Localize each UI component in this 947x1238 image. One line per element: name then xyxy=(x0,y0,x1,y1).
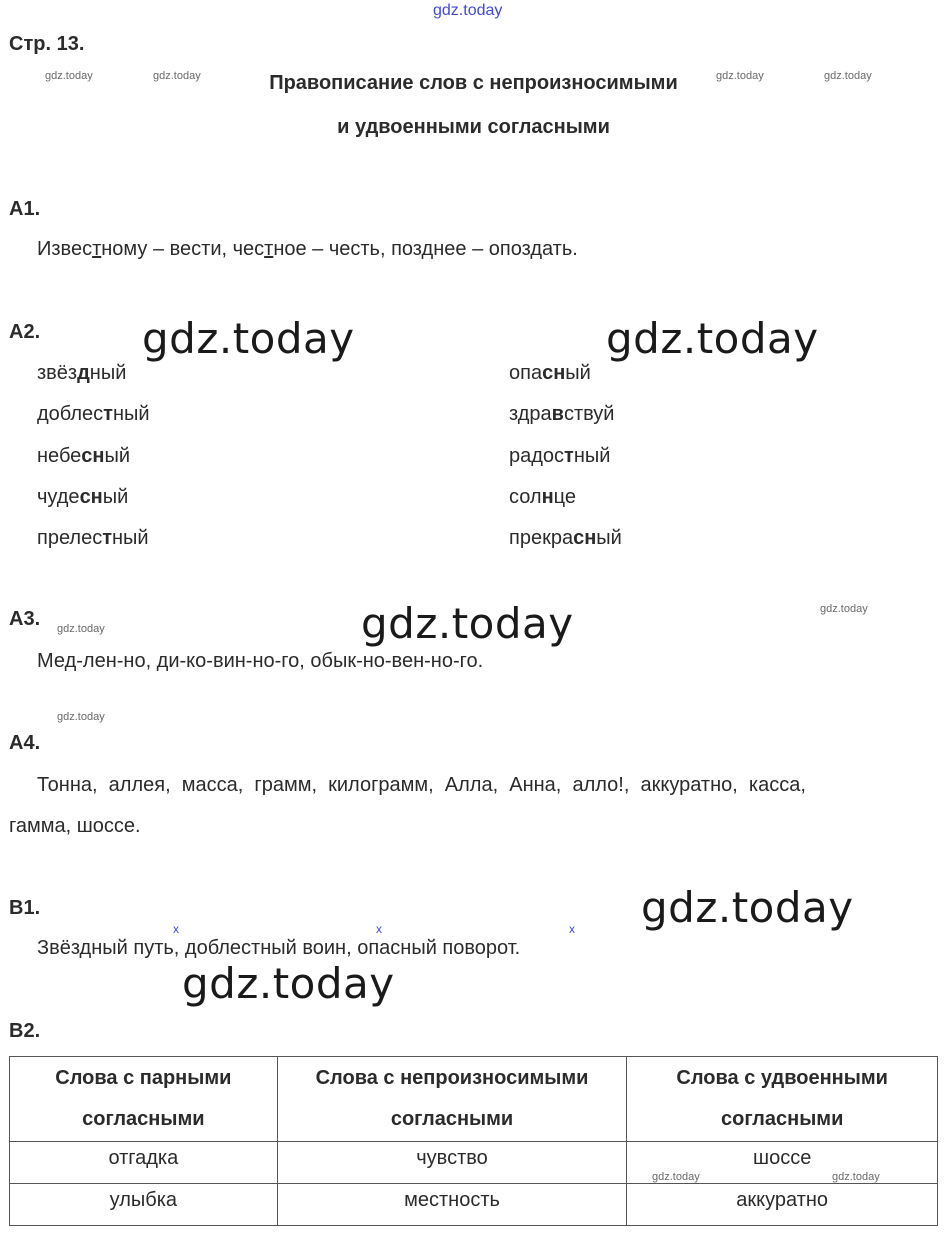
watermark-small: gdz.today xyxy=(820,603,868,615)
a2-word-left-2 xyxy=(37,403,150,426)
watermark-small: gdz.today xyxy=(716,70,764,82)
header-line: Слова с непроизносимыми xyxy=(315,1067,589,1089)
underlined-letter: д xyxy=(421,238,434,260)
table-cell: шоссе xyxy=(627,1142,938,1184)
section-a1-heading: А1. xyxy=(9,198,41,220)
table-cell: аккуратно xyxy=(627,1184,938,1226)
section-a4-text-line-2: гамма, шоссе. xyxy=(9,815,141,837)
underlined-letter: т xyxy=(264,238,274,260)
word-part: ный xyxy=(112,527,149,549)
page-label: Стр. 13. xyxy=(9,33,85,55)
table-header-row xyxy=(10,1057,938,1142)
watermark-large: gdz.today xyxy=(142,314,355,363)
page-title-line-2: и удвоенными согласными xyxy=(337,116,610,138)
bold-letters: т xyxy=(564,445,574,467)
watermark-small: gdz.today xyxy=(57,711,105,723)
watermark-large: gdz.today xyxy=(361,599,574,648)
table-cell: местность xyxy=(277,1184,627,1226)
page-title-line-1: Правописание слов с непроизносимыми xyxy=(269,72,678,94)
text-fragment: ное – честь, поз xyxy=(273,238,422,260)
a2-word-right-5 xyxy=(509,527,622,550)
header-line: согласными xyxy=(390,1108,514,1130)
bold-letters: т xyxy=(103,403,113,425)
a2-word-right-1 xyxy=(509,362,591,385)
section-b1-heading: В1. xyxy=(9,897,41,919)
word-part: це xyxy=(553,486,577,508)
word-part: ый xyxy=(565,362,591,384)
a2-word-left-3 xyxy=(37,445,130,468)
table-header-cell xyxy=(10,1057,278,1142)
word-part: доблес xyxy=(37,403,104,425)
text-fragment: нее – опоздать. xyxy=(433,238,578,260)
stress-mark: x xyxy=(376,922,382,936)
bold-letters: в xyxy=(551,403,564,425)
bold-letters: н xyxy=(541,486,554,508)
table-header-cell xyxy=(627,1057,938,1142)
bold-letters: сн xyxy=(81,445,105,467)
table-cell: чувство xyxy=(277,1142,627,1184)
header-line: согласными xyxy=(82,1108,205,1130)
bold-letters: т xyxy=(102,527,113,549)
word-part: ный xyxy=(573,445,611,467)
word-part: ствуй xyxy=(563,403,615,425)
section-a4-text-line-1: Тонна, аллея, масса, грамм, килограмм, Алла, Анна, алло!, аккуратно, касса, xyxy=(37,774,806,796)
watermark-large: gdz.today xyxy=(606,314,819,363)
header-line: согласными xyxy=(720,1108,844,1130)
a2-word-left-4 xyxy=(37,486,128,509)
a2-word-left-1 xyxy=(37,362,126,385)
a2-word-left-5 xyxy=(37,527,149,550)
word-part: прелес xyxy=(37,527,103,549)
watermark-large: gdz.today xyxy=(641,883,854,932)
section-b1-text: Звёздный путь, доблестный воин, опасный поворот. xyxy=(37,937,521,959)
word-part: ный xyxy=(89,362,127,384)
watermark-small: gdz.today xyxy=(45,70,93,82)
section-a3-heading: А3. xyxy=(9,608,41,630)
word-part: ый xyxy=(104,445,131,467)
watermark-small: gdz.today xyxy=(832,1171,880,1183)
table-row xyxy=(10,1142,938,1184)
watermark-top: gdz.today xyxy=(433,2,503,19)
text-fragment: Извес xyxy=(37,238,93,260)
watermark-large: gdz.today xyxy=(182,959,395,1008)
word-part: небе xyxy=(37,445,82,467)
word-part: сол xyxy=(509,486,542,508)
bold-letters: сн xyxy=(573,527,597,549)
section-a3-text: Мед-лен-но, ди-ко-вин-но-го, обык-но-вен-но-го. xyxy=(37,650,484,672)
table-cell: улыбка xyxy=(10,1184,278,1226)
a2-word-right-3 xyxy=(509,445,610,468)
watermark-small: gdz.today xyxy=(652,1171,700,1183)
stress-mark: x xyxy=(173,922,179,936)
section-b2-heading: В2. xyxy=(9,1020,41,1042)
text-fragment: ному – вести, чес xyxy=(101,238,265,260)
watermark-small: gdz.today xyxy=(153,70,201,82)
watermark-small: gdz.today xyxy=(824,70,872,82)
section-a4-heading: А4. xyxy=(9,732,41,754)
underlined-letter: т xyxy=(92,238,102,260)
watermark-small: gdz.today xyxy=(57,623,105,635)
a2-word-right-2 xyxy=(509,403,614,426)
bold-letters: сн xyxy=(79,486,103,508)
word-part: радос xyxy=(509,445,565,467)
bold-letters: сн xyxy=(542,362,566,384)
words-table xyxy=(9,1056,938,1226)
word-part: ный xyxy=(112,403,150,425)
word-part: здра xyxy=(509,403,552,425)
word-part: чуде xyxy=(37,486,80,508)
word-part: ый xyxy=(596,527,622,549)
word-part: звёз xyxy=(37,362,78,384)
word-part: прекра xyxy=(509,527,574,549)
header-line: Слова с парными xyxy=(55,1067,232,1089)
section-a1-text xyxy=(37,238,578,261)
table-row xyxy=(10,1184,938,1226)
word-part: ый xyxy=(102,486,129,508)
a2-word-right-4 xyxy=(509,486,576,509)
table-cell: отгадка xyxy=(10,1142,278,1184)
word-part: опа xyxy=(509,362,543,384)
table-header-cell xyxy=(277,1057,627,1142)
bold-letters: д xyxy=(77,362,90,384)
stress-mark: x xyxy=(569,922,575,936)
section-a2-heading: А2. xyxy=(9,321,41,343)
header-line: Слова с удвоенными xyxy=(676,1067,888,1089)
